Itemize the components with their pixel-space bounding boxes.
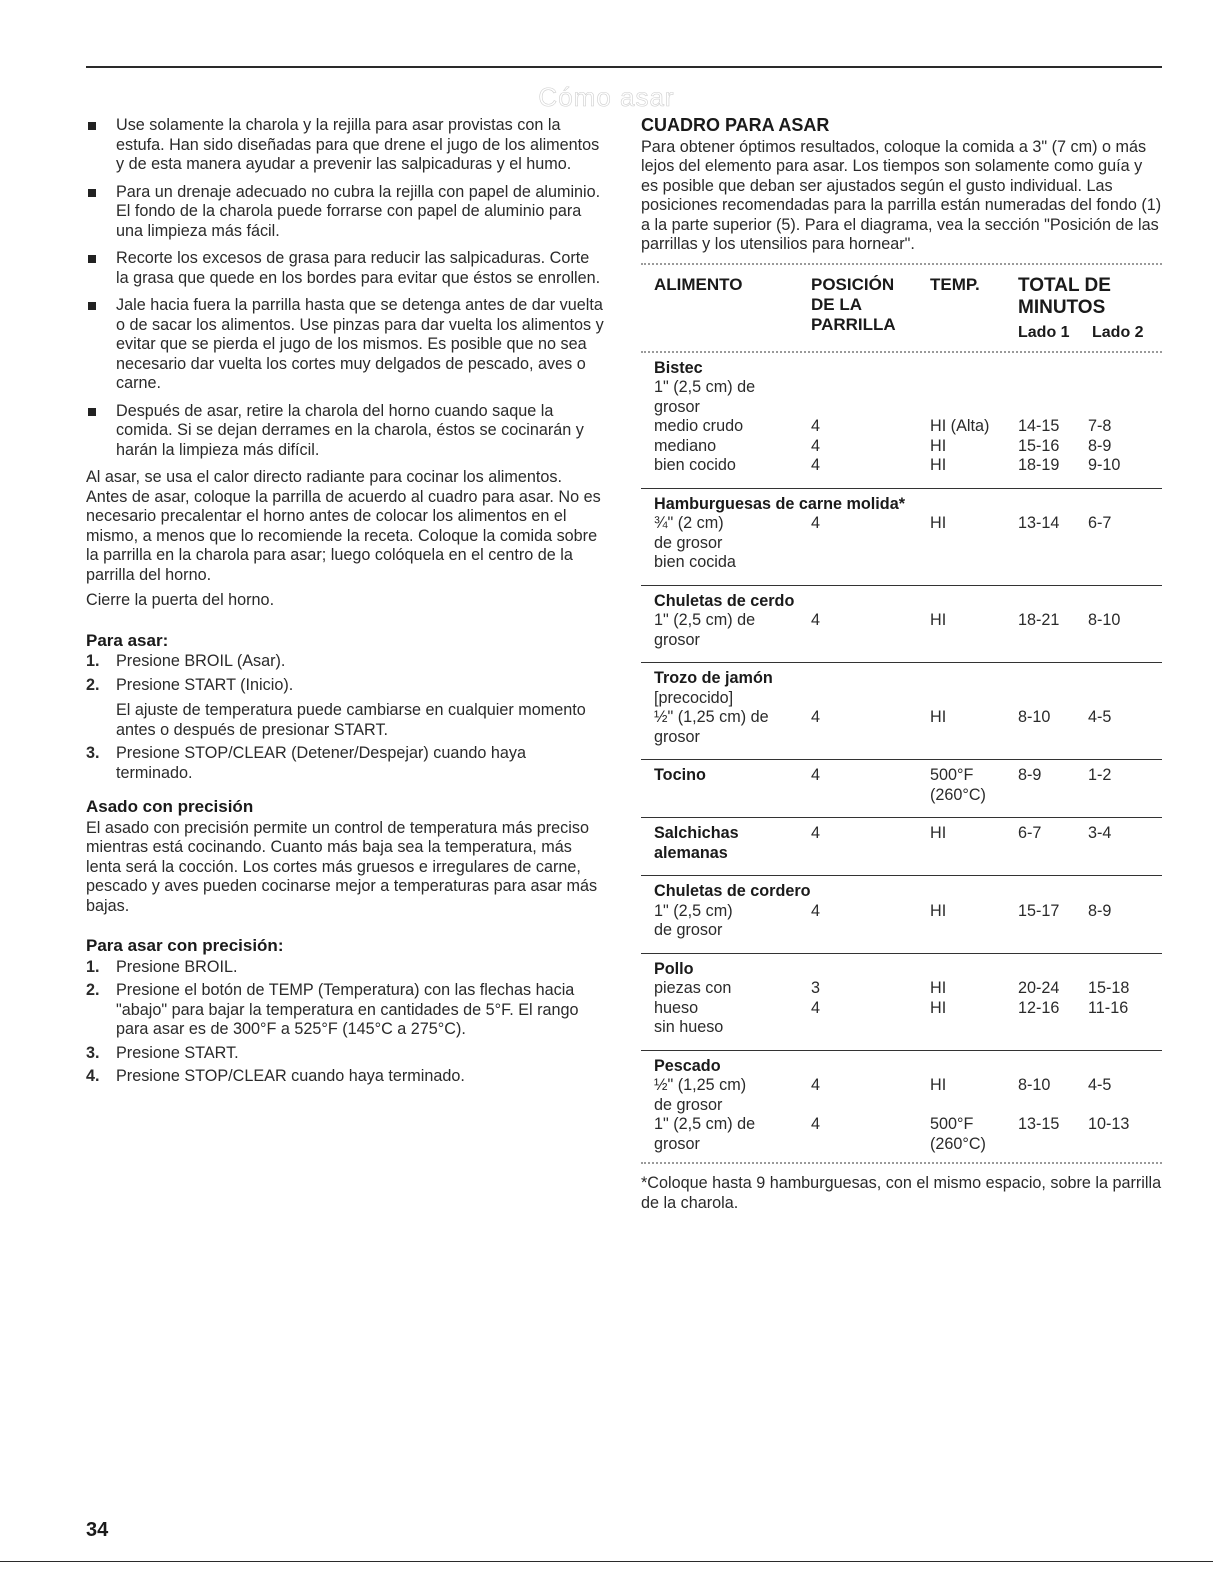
table-row [654, 1018, 1162, 1038]
table-row [654, 1115, 1162, 1135]
food-detail: bien cocido [654, 456, 736, 474]
table-row [654, 359, 1162, 379]
food-name: Hamburguesas de carne molida* [654, 494, 905, 513]
list-item: Jale hacia fuera la parrilla hasta que se detenga antes de dar vuelta o de sacar los alimentos. Use pinzas para dar vuelta los alimentos y evitar que se pierda el jugo de los mismos. Es posible que no sea necesario dar vuelta los cortes muy delgados de pescado, aves o carne. [86, 296, 604, 394]
table-row [654, 786, 1162, 806]
side1-cell: 12-16 [1018, 998, 1060, 1017]
step-text: Presione START. [116, 1043, 239, 1062]
broil-table-body [641, 353, 1162, 1163]
table-header [641, 265, 1162, 351]
tips-list [86, 116, 604, 460]
food-name: Salchichas alemanas [654, 824, 739, 862]
position-cell: 4 [811, 1076, 821, 1094]
list-item: Para un drenaje adecuado no cubra la rejilla con papel de aluminio. El fondo de la charola puede forrarse con papel de aluminio para una limpieza más fácil. [86, 183, 604, 242]
dotted-divider [641, 1162, 1162, 1164]
temp-cell: 500°F [930, 766, 974, 784]
step-number: 3. [86, 744, 100, 762]
header-position-line: DE LA [811, 294, 862, 314]
temp-cell: HI [930, 1076, 947, 1094]
food-section [641, 876, 1162, 954]
table-row [654, 592, 1162, 612]
food-detail: medio crudo [654, 417, 744, 435]
position-cell: 4 [811, 514, 821, 532]
side2-cell: 7-8 [1088, 417, 1112, 435]
food-section [641, 1051, 1162, 1163]
table-row [654, 766, 1162, 786]
intro-paragraph: Al asar, se usa el calor directo radiante para cocinar los alimentos. Antes de asar, coloque la parrilla de acuerdo al cuadro para asar. No es necesario precalentar el horno antes de colocar los alimentos en el mismo, a menos que lo recomiende la receta. Coloque la comida sobre la parrilla en la charola para asar; luego colóquela en el centro de la parrilla del horno. [86, 468, 601, 584]
food-section [641, 489, 1162, 586]
list-item: Después de asar, retire la charola del horno cuando saque la comida. Si se dejan derrames en la charola, éstos se cocinarán y harán la limpieza más difícil. [86, 402, 604, 461]
to-broil-steps [86, 652, 604, 783]
page-title: Cómo asar [538, 82, 675, 112]
position-cell: 4 [811, 708, 821, 726]
food-detail: piezas con [654, 979, 732, 997]
food-detail: ¾" (2 cm) [654, 514, 724, 532]
food-name: Chuletas de cerdo [654, 591, 795, 610]
broil-chart-intro: Para obtener óptimos resultados, coloque la comida a 3" (7 cm) o más lejos del elemento para asar. Los tiempos son solamente como guía y es posible que deban ser ajustados según el gusto individual. Las posiciones recomendadas para la parrilla están numeradas del fondo (1) a la parte superior (5). Para el diagrama, vea la sección "Posición de las parrillas y los utensilios para hornear". [641, 137, 1162, 253]
side1-cell: 18-19 [1018, 456, 1060, 474]
table-row [654, 378, 1162, 398]
food-section [641, 353, 1162, 489]
food-detail: grosor [654, 727, 700, 746]
table-row [654, 960, 1162, 980]
side1-cell: 13-15 [1018, 1115, 1060, 1133]
side2-cell: 8-10 [1088, 611, 1121, 629]
table-row [654, 514, 1162, 534]
table-row [654, 1135, 1162, 1155]
table-row [654, 999, 1162, 1019]
header-total-line: TOTAL DE [1018, 274, 1111, 296]
header-position-line: PARRILLA [811, 314, 896, 334]
side1-cell: 14-15 [1018, 417, 1060, 435]
header-side-1: Lado 1 [1018, 323, 1070, 341]
side2-cell: 8-9 [1088, 436, 1112, 455]
temp-cell: (260°C) [930, 785, 986, 804]
side2-cell: 3-4 [1088, 824, 1112, 842]
left-column [86, 116, 604, 1091]
food-section [641, 586, 1162, 664]
table-row [654, 689, 1162, 709]
list-item: Use solamente la charola y la rejilla para asar provistas con la estufa. Han sido diseñadas para que drene el jugo de los alimentos y de esta manera ayudar a prevenir las salpicaduras y el humo. [86, 116, 604, 175]
food-section [641, 663, 1162, 760]
header-position-line: POSICIÓN [811, 274, 895, 294]
food-detail: grosor [654, 630, 700, 649]
table-row [654, 456, 1162, 476]
food-detail: ½" (1,25 cm) de [654, 708, 769, 726]
table-row [654, 553, 1162, 573]
table-row [654, 1057, 1162, 1077]
food-section [641, 818, 1162, 876]
step-item [86, 652, 604, 672]
position-cell: 4 [811, 998, 821, 1017]
step-text: Presione STOP/CLEAR cuando haya terminado. [116, 1067, 465, 1085]
side1-cell: 13-14 [1018, 514, 1060, 532]
temp-cell: HI [930, 998, 947, 1017]
temp-cell: 500°F [930, 1115, 974, 1133]
food-section [641, 760, 1162, 818]
step-number: 1. [86, 957, 100, 976]
food-detail: bien cocida [654, 553, 736, 571]
position-cell: 4 [811, 456, 821, 474]
food-name: Bistec [654, 358, 703, 377]
table-row [654, 417, 1162, 437]
food-name: Tocino [654, 766, 706, 784]
table-row [654, 495, 1162, 515]
temp-cell: (260°C) [930, 1134, 986, 1153]
step-item [86, 744, 604, 783]
temp-cell: HI [930, 611, 947, 629]
top-rule [86, 66, 1162, 68]
table-row [654, 921, 1162, 941]
step-text: Presione STOP/CLEAR (Detener/Despejar) cuando haya terminado. [116, 744, 526, 782]
temp-cell: HI [930, 901, 947, 920]
temp-cell: HI [930, 708, 947, 726]
header-temp: TEMP. [930, 274, 980, 294]
side2-cell: 4-5 [1088, 708, 1112, 726]
table-row [654, 398, 1162, 418]
food-detail: [precocido] [654, 688, 734, 707]
side1-cell: 8-9 [1018, 766, 1042, 784]
temp-cell: HI [930, 824, 947, 842]
footnote: *Coloque hasta 9 hamburguesas, con el mismo espacio, sobre la parrilla de la charola. [641, 1174, 1162, 1212]
side1-cell: 15-16 [1018, 436, 1060, 455]
table-row [654, 1076, 1162, 1096]
close-door-paragraph: Cierre la puerta del horno. [86, 591, 275, 609]
temp-cell: HI [930, 979, 947, 997]
position-cell: 4 [811, 901, 821, 920]
precision-steps-heading: Para asar con precisión: [86, 936, 284, 955]
table-row [654, 882, 1162, 902]
table-row [654, 534, 1162, 554]
step-note: El ajuste de temperatura puede cambiarse en cualquier momento antes o después de presionar START. [116, 701, 586, 739]
side2-cell: 9-10 [1088, 456, 1121, 474]
position-cell: 4 [811, 1115, 821, 1133]
food-name: Pescado [654, 1056, 721, 1075]
food-detail: mediano [654, 436, 717, 455]
food-detail: ½" (1,25 cm) [654, 1076, 747, 1094]
food-detail: hueso [654, 998, 699, 1017]
step-number: 1. [86, 652, 100, 670]
table-row [654, 824, 1162, 863]
food-detail: de grosor [654, 533, 723, 552]
temp-cell: HI [930, 514, 947, 532]
food-detail: grosor [654, 397, 700, 416]
side2-cell: 15-18 [1088, 979, 1130, 997]
position-cell: 4 [811, 766, 821, 784]
food-name: Trozo de jamón [654, 669, 773, 687]
food-detail: 1" (2,5 cm) [654, 901, 733, 920]
position-cell: 4 [811, 436, 821, 455]
food-detail [654, 786, 1162, 806]
step-text: Presione el botón de TEMP (Temperatura) con las flechas hacia "abajo" para bajar la temperatura en cantidades de 5°F. El rango para asar es de 300°F a 525°F (145°C a 275°C). [116, 981, 579, 1038]
table-row [654, 1096, 1162, 1116]
temp-cell: HI [930, 456, 947, 474]
right-column [641, 116, 1162, 1219]
broil-chart-title: CUADRO PARA ASAR [641, 115, 830, 135]
side1-cell: 8-10 [1018, 1076, 1051, 1094]
step-number: 2. [86, 675, 100, 694]
food-detail: de grosor [654, 921, 723, 939]
table-row [654, 631, 1162, 651]
temp-cell: HI [930, 436, 947, 455]
list-item: Recorte los excesos de grasa para reducir las salpicaduras. Corte la grasa que quede en los bordes para evitar que éstos se enrollen. [86, 249, 604, 288]
precision-paragraph: El asado con precisión permite un control de temperatura más preciso mientras está cocinando. Cuanto más baja sea la temperatura, más lenta será la cocción. Los cortes más gruesos e irregulares de carne, pescado y aves pueden cocinarse mejor a temperaturas para asar más bajas. [86, 818, 598, 915]
header-food: ALIMENTO [654, 274, 743, 294]
side2-cell: 4-5 [1088, 1076, 1112, 1094]
side1-cell: 8-10 [1018, 708, 1051, 726]
food-detail: grosor [654, 1134, 700, 1153]
side1-cell: 20-24 [1018, 979, 1060, 997]
step-number: 4. [86, 1067, 100, 1085]
step-item [86, 676, 604, 741]
table-row [654, 728, 1162, 748]
table-row [654, 669, 1162, 689]
food-detail: de grosor [654, 1095, 723, 1114]
food-detail: 1" (2,5 cm) de [654, 1115, 756, 1133]
food-section [641, 954, 1162, 1051]
food-detail: 1" (2,5 cm) de [654, 378, 756, 396]
header-position [811, 275, 896, 335]
bottom-rule [0, 1561, 1213, 1562]
table-row [654, 979, 1162, 999]
step-number: 3. [86, 1043, 100, 1062]
position-cell: 4 [811, 417, 821, 435]
side1-cell: 15-17 [1018, 901, 1060, 920]
food-name: Chuletas de cordero [654, 882, 811, 900]
step-item [86, 1044, 604, 1064]
food-name: Pollo [654, 959, 694, 978]
step-item [86, 981, 604, 1040]
precision-steps [86, 958, 604, 1087]
header-side-2: Lado 2 [1092, 323, 1144, 341]
precision-heading: Asado con precisión [86, 797, 254, 816]
temp-cell: HI (Alta) [930, 417, 990, 435]
side2-cell: 1-2 [1088, 766, 1112, 784]
step-text: Presione BROIL. [116, 957, 238, 976]
side1-cell: 6-7 [1018, 824, 1042, 842]
side2-cell: 11-16 [1088, 998, 1129, 1017]
page-number: 34 [86, 1519, 109, 1541]
header-total-line: MINUTOS [1018, 296, 1106, 318]
side1-cell: 18-21 [1018, 611, 1060, 629]
position-cell: 3 [811, 979, 821, 997]
step-item [86, 1067, 604, 1087]
food-detail: 1" (2,5 cm) de [654, 611, 756, 629]
position-cell: 4 [811, 611, 821, 629]
step-number: 2. [86, 981, 100, 999]
header-total-minutes [1018, 275, 1111, 319]
step-text: Presione BROIL (Asar). [116, 652, 286, 670]
side2-cell: 6-7 [1088, 514, 1112, 532]
table-row [654, 902, 1162, 922]
step-text: Presione START (Inicio). [116, 675, 294, 694]
table-row [654, 611, 1162, 631]
step-item [86, 958, 604, 978]
table-row [654, 708, 1162, 728]
position-cell: 4 [811, 824, 821, 842]
food-detail: sin hueso [654, 1018, 724, 1036]
table-row [654, 437, 1162, 457]
to-broil-heading: Para asar: [86, 630, 169, 650]
side2-cell: 8-9 [1088, 901, 1112, 920]
side2-cell: 10-13 [1088, 1115, 1130, 1133]
